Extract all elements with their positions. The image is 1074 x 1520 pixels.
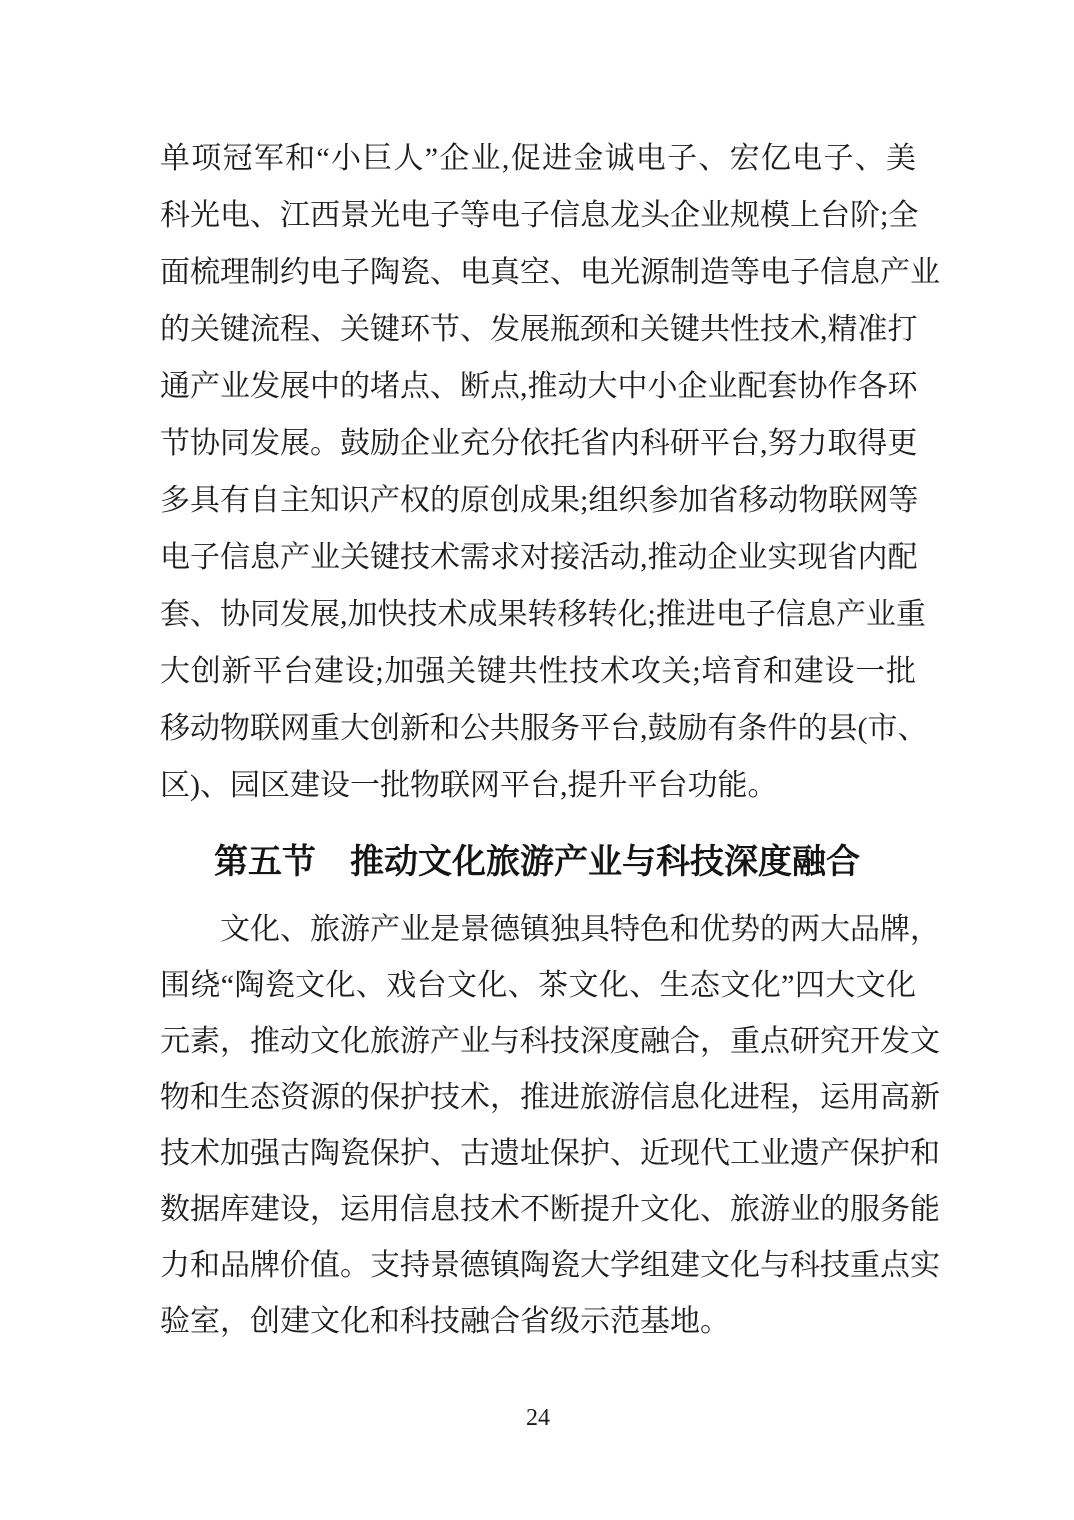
text-line: 通产业发展中的堵点、断点,推动大中小企业配套协作各环 xyxy=(160,370,918,403)
text-line: 区)、园区建设一批物联网平台,提升平台功能。 xyxy=(160,769,778,802)
text-line: 物和生态资源的保护技术，推进旅游信息化进程，运用高新 xyxy=(160,1081,940,1114)
page-number: 24 xyxy=(526,1405,550,1431)
text-line: 元素，推动文化旅游产业与科技深度融合，重点研究开发文 xyxy=(160,1025,940,1058)
text-line: 科光电、江西景光电子等电子信息龙头企业规模上台阶;全 xyxy=(160,199,919,232)
text-line: 单项冠军和“小巨人”企业,促进金诚电子、宏亿电子、美 xyxy=(160,142,916,175)
paragraph-electronic-info-industry xyxy=(160,130,940,814)
text-line: 节协同发展。鼓励企业充分依托省内科研平台,努力取得更 xyxy=(160,427,918,460)
text-line: 多具有自主知识产权的原创成果;组织参加省移动物联网等 xyxy=(160,484,919,517)
paragraph-culture-tourism-tech xyxy=(160,902,940,1350)
text-line: 技术加强古陶瓷保护、古遗址保护、近现代工业遗产保护和 xyxy=(160,1137,940,1170)
text-line: 面梳理制约电子陶瓷、电真空、电光源制造等电子信息产业 xyxy=(160,256,940,289)
text-line: 的关键流程、关键环节、发展瓶颈和关键共性技术,精准打 xyxy=(160,313,918,346)
section-heading: 第五节 推动文化旅游产业与科技深度融合 xyxy=(214,843,860,881)
text-line: 移动物联网重大创新和公共服务平台,鼓励有条件的县(市、 xyxy=(160,712,928,745)
text-line: 文化、旅游产业是景德镇独具特色和优势的两大品牌， xyxy=(160,913,940,946)
text-line: 力和品牌价值。支持景德镇陶瓷大学组建文化与科技重点实 xyxy=(160,1249,940,1282)
text-line: 验室，创建文化和科技融合省级示范基地。 xyxy=(160,1305,730,1338)
text-line: 大创新平台建设;加强关键共性技术攻关;培育和建设一批 xyxy=(160,655,916,688)
text-line: 围绕“陶瓷文化、戏台文化、茶文化、生态文化”四大文化 xyxy=(160,969,916,1002)
text-line: 套、协同发展,加快技术成果转移转化;推进电子信息产业重 xyxy=(160,598,926,631)
text-line: 数据库建设，运用信息技术不断提升文化、旅游业的服务能 xyxy=(160,1193,940,1226)
text-line: 电子信息产业关键技术需求对接活动,推动企业实现省内配 xyxy=(160,541,918,574)
